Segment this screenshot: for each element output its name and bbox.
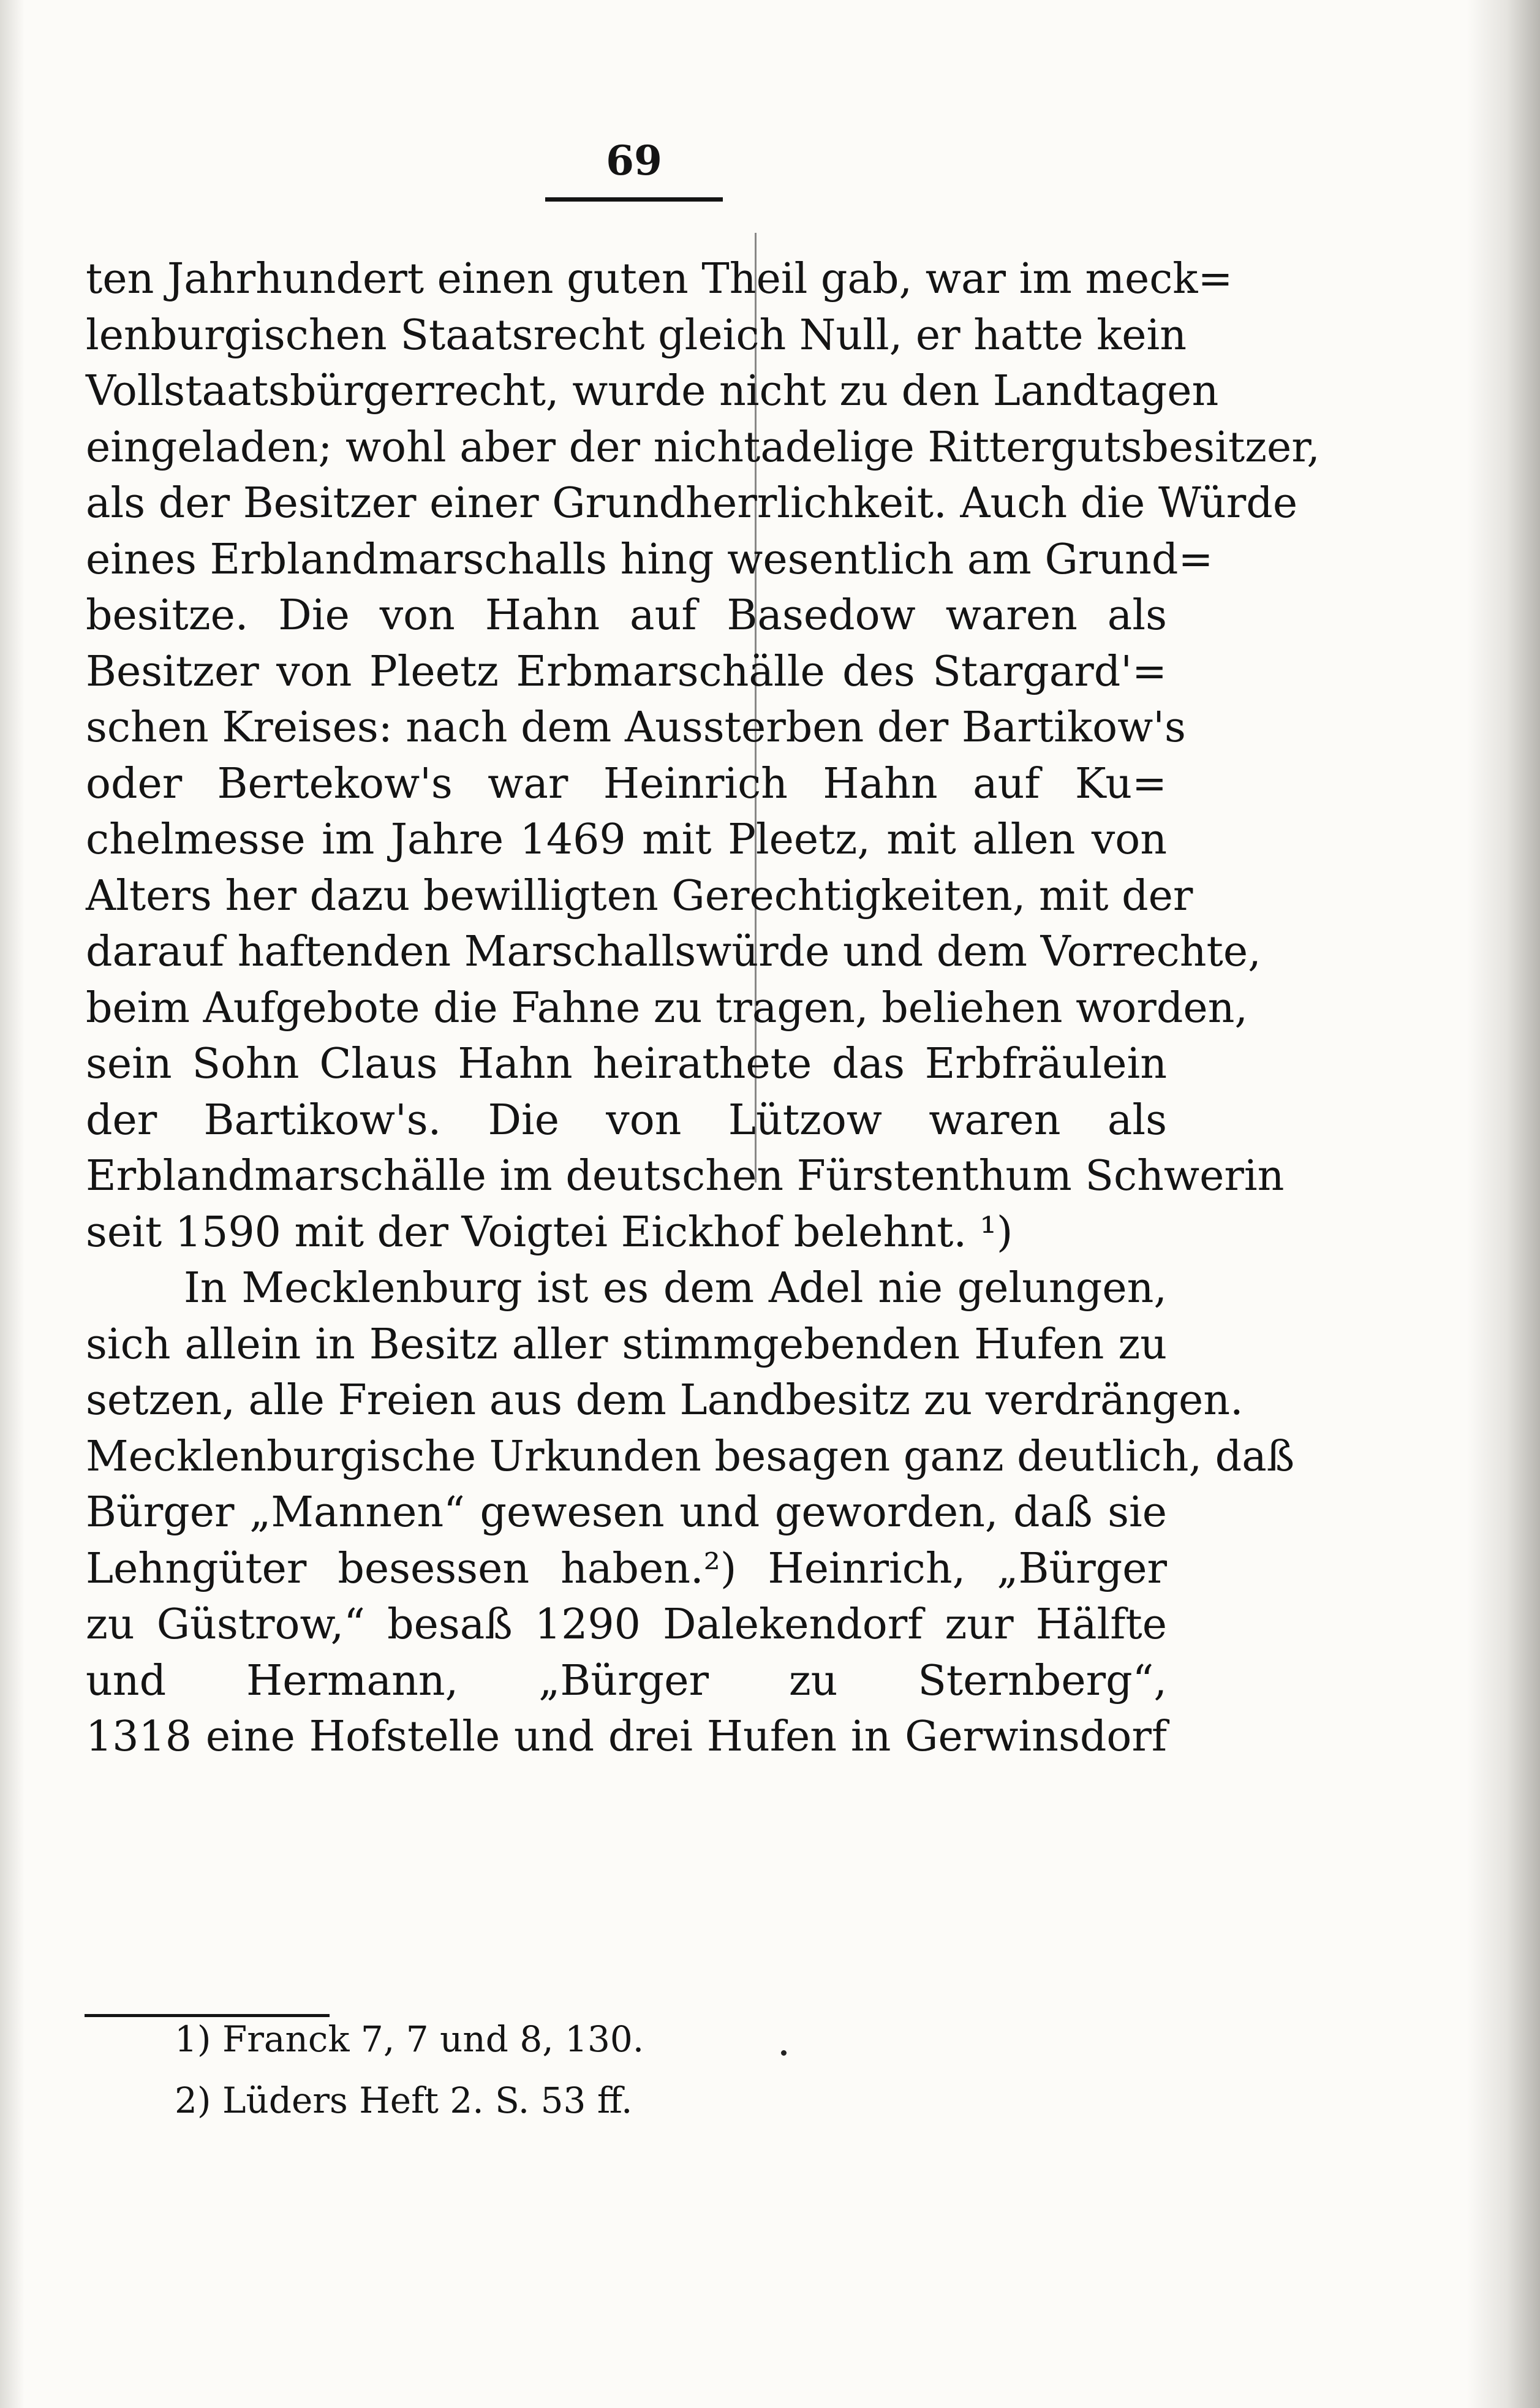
text-line: Mecklenburgische Urkunden besagen ganz deutlich, daß xyxy=(86,1432,1295,1481)
text-line: Bürger „Mannen“ gewesen und geworden, daß sie xyxy=(86,1488,1167,1537)
text-line: oder Bertekow's war Heinrich Hahn auf Ku= xyxy=(86,759,1167,808)
text-line: Lehngüter besessen haben.²) Heinrich, „Bürger xyxy=(86,1544,1167,1593)
text-line: 1318 eine Hofstelle und drei Hufen in Gerwinsdorf xyxy=(86,1713,1167,1761)
text-line: Erblandmarschälle im deutschen Fürstenthum Schwerin xyxy=(86,1152,1285,1200)
footnote-1: 1) Franck 7, 7 und 8, 130. xyxy=(175,2018,644,2060)
text-line: Vollstaatsbürgerrecht, wurde nicht zu den Landtagen xyxy=(86,367,1219,415)
text-line: eines Erblandmarschalls hing wesentlich am Grund= xyxy=(86,535,1214,584)
text-line: besitze. Die von Hahn auf Basedow waren als xyxy=(86,591,1167,640)
text-line: sich allein in Besitz aller stimmgebenden Hufen zu xyxy=(86,1320,1167,1369)
page-left-shadow xyxy=(0,0,25,2408)
text-line: beim Aufgebote die Fahne zu tragen, beliehen worden, xyxy=(86,983,1248,1032)
text-line: seit 1590 mit der Voigtei Eickhof belehnt. ¹) xyxy=(86,1208,1013,1257)
text-line: ten Jahrhundert einen guten Theil gab, war im meck= xyxy=(86,255,1233,303)
text-line: und Hermann, „Bürger zu Sternberg“, xyxy=(86,1656,1167,1705)
footnotes xyxy=(175,2009,1032,2131)
text-line: der Bartikow's. Die von Lützow waren als xyxy=(86,1096,1167,1145)
text-line: schen Kreises: nach dem Aussterben der Bartikow's xyxy=(86,703,1186,752)
text-line: setzen, alle Freien aus dem Landbesitz zu verdrängen. xyxy=(86,1376,1244,1425)
text-line: chelmesse im Jahre 1469 mit Pleetz, mit allen von xyxy=(86,816,1167,864)
page-edge-shadow xyxy=(1466,0,1540,2408)
page-number: 69 xyxy=(606,137,662,184)
footnote-2: 2) Lüders Heft 2. S. 53 ff. xyxy=(175,2080,633,2121)
body-text xyxy=(86,251,1320,1765)
text-line: eingeladen; wohl aber der nichtadelige Rittergutsbesitzer, xyxy=(86,423,1320,472)
text-line: als der Besitzer einer Grundherrlichkeit. Auch die Würde xyxy=(86,479,1298,528)
ink-speck xyxy=(781,2050,787,2056)
text-line: darauf haftenden Marschallswürde und dem Vorrechte, xyxy=(86,928,1261,976)
text-line: sein Sohn Claus Hahn heirathete das Erbfräulein xyxy=(86,1040,1167,1088)
text-line: lenburgischen Staatsrecht gleich Null, er hatte kein xyxy=(86,311,1187,360)
page-number-rule xyxy=(545,197,723,202)
text-line: zu Güstrow,“ besaß 1290 Dalekendorf zur Hälfte xyxy=(86,1600,1167,1649)
text-line-paragraph-start: In Mecklenburg ist es dem Adel nie gelungen, xyxy=(184,1264,1167,1312)
text-line: Alters her dazu bewilligten Gerechtigkeiten, mit der xyxy=(86,871,1193,920)
text-line: Besitzer von Pleetz Erbmarschälle des Stargard'= xyxy=(86,647,1167,696)
